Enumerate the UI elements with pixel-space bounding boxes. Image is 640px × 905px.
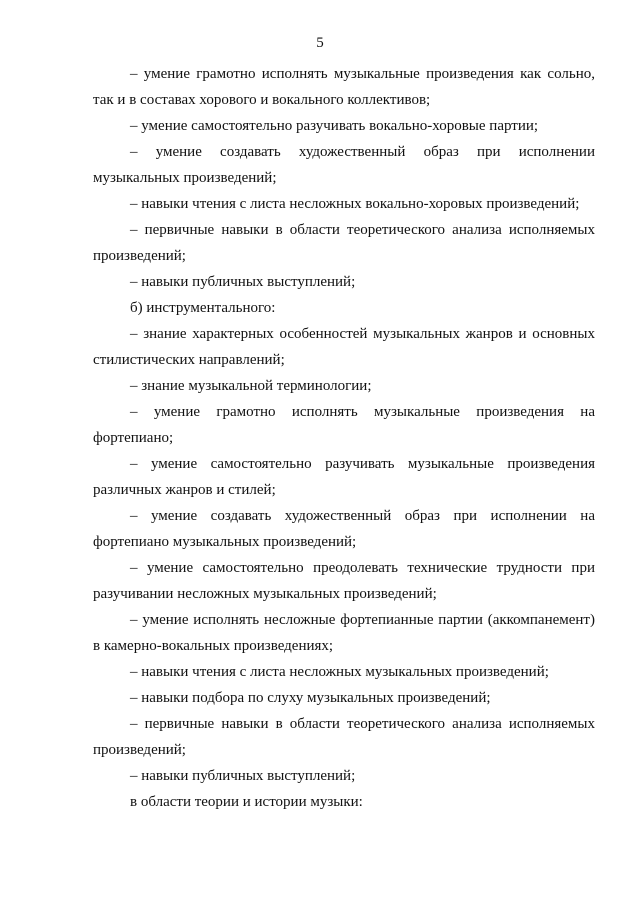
list-item: – умение создавать художественный образ при исполнении музыкальных произведений; — [93, 144, 595, 186]
list-item: – умение исполнять несложные фортепианные партии (аккомпанемент) в камерно-вокальных произведениях; — [93, 612, 595, 654]
list-item: – навыки публичных выступлений; — [130, 274, 356, 290]
list-item: – навыки чтения с листа несложных музыкальных произведений; — [130, 664, 549, 680]
list-item: – навыки чтения с листа несложных вокально-хоровых произведений; — [130, 196, 580, 212]
list-item: – знание музыкальной терминологии; — [130, 378, 372, 394]
list-item: – умение грамотно исполнять музыкальные произведения на фортепиано; — [93, 404, 595, 446]
section-subheading: б) инструментального: — [130, 300, 276, 316]
list-item: – первичные навыки в области теоретического анализа исполняемых произведений; — [93, 222, 595, 264]
page-number: 5 — [316, 35, 324, 51]
list-item: – умение грамотно исполнять музыкальные произведения как сольно, так и в составах хорового и вокального коллективов; — [93, 66, 595, 108]
list-item: – умение самостоятельно разучивать вокально-хоровые партии; — [130, 118, 539, 134]
list-item: – умение самостоятельно преодолевать технические трудности при разучивании несложных музыкальных произведений; — [93, 560, 595, 602]
list-item: – навыки публичных выступлений; — [130, 768, 356, 784]
list-item: – умение самостоятельно разучивать музыкальные произведения различных жанров и стилей; — [93, 456, 595, 498]
list-item: – первичные навыки в области теоретического анализа исполняемых произведений; — [93, 716, 595, 758]
list-item: – умение создавать художественный образ при исполнении на фортепиано музыкальных произведений; — [93, 508, 595, 550]
list-item: – знание характерных особенностей музыкальных жанров и основных стилистических направлений; — [93, 326, 595, 368]
section-subheading: в области теории и истории музыки: — [130, 794, 363, 810]
list-item: – навыки подбора по слуху музыкальных произведений; — [130, 690, 491, 706]
document-body — [93, 61, 595, 815]
